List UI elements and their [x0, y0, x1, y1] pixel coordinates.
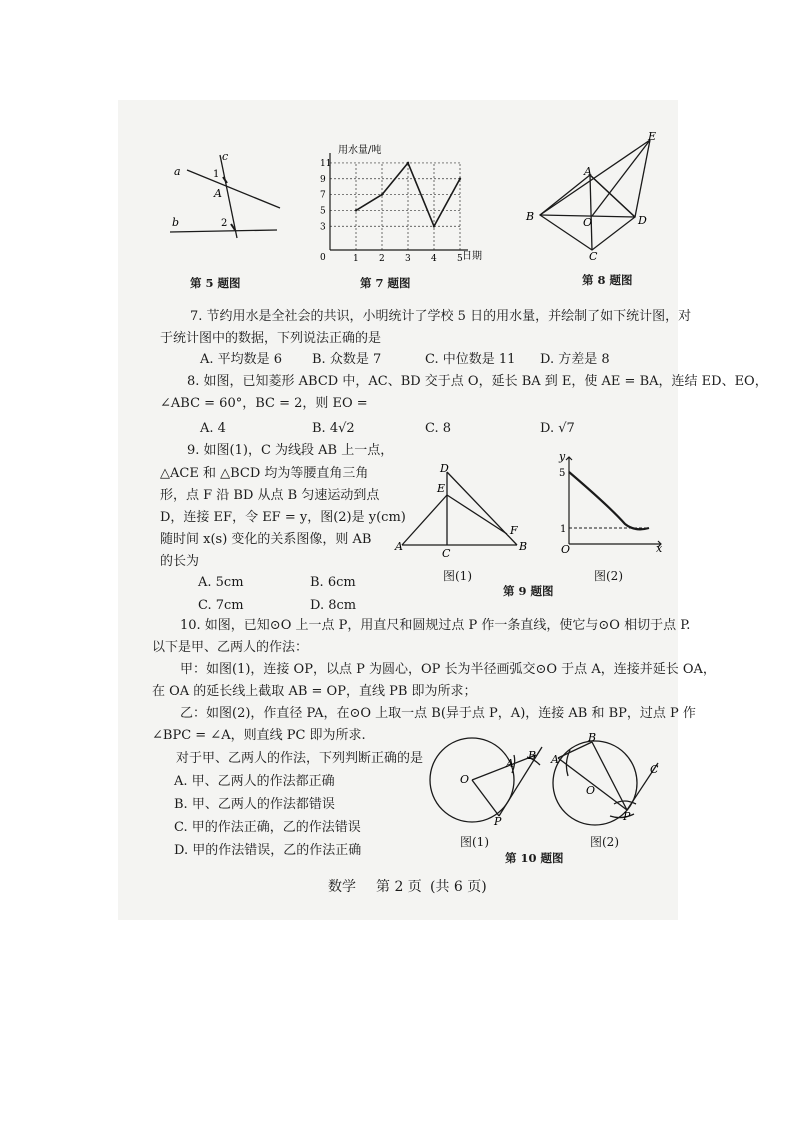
figure-9-2	[555, 452, 665, 557]
fig8-label-B: B	[526, 210, 535, 223]
chart-ytick-label: 9	[320, 174, 326, 185]
fig8-label-C: C	[589, 250, 598, 260]
fig9-2-label-1: 1	[560, 524, 567, 535]
fig5-label-b: b	[172, 216, 180, 229]
q9-line1: 9. 如图(1)，C 为线段 AB 上一点，	[187, 443, 394, 458]
q7-option-d: D. 方差是 8	[540, 352, 610, 367]
q7-line2: 于统计图中的数据，下列说法正确的是	[160, 331, 382, 346]
chart-ylabel: 用水量/吨	[338, 145, 382, 156]
q9-option-a: A. 5cm	[198, 575, 244, 590]
fig5-label-2: 2	[221, 218, 228, 229]
q9-option-b: B. 6cm	[310, 575, 356, 590]
chart-xtick-label: 2	[379, 254, 385, 264]
fig10-sub1: 图(1)	[460, 835, 489, 849]
q9-line5: 随时间 x(s) 变化的关系图像，则 AB	[160, 532, 372, 547]
fig9-2-label-O: O	[561, 543, 571, 556]
chart-xtick-label: 5	[457, 254, 463, 264]
q10-line2: 以下是甲、乙两人的作法：	[152, 640, 309, 655]
q10-line4: 在 OA 的延长线上截取 AB = OP，直线 PB 即为所求；	[152, 684, 477, 699]
figure-10-1	[424, 735, 554, 835]
chart-origin: 0	[320, 253, 326, 263]
q10-line6: ∠BPC = ∠A，则直线 PC 即为所求.	[152, 728, 366, 743]
fig10-sub2: 图(2)	[590, 835, 619, 849]
q9-option-d: D. 8cm	[310, 598, 357, 613]
q9-line4: D，连接 EF，令 EF = y，图(2)是 y(cm)	[160, 510, 406, 525]
q8-option-c: C. 8	[425, 421, 452, 436]
fig9-2-label-y: y	[559, 452, 566, 463]
fig9-label-C: C	[442, 547, 451, 560]
fig10-2-label-C: C	[650, 763, 659, 776]
fig5-label-1: 1	[213, 169, 220, 180]
fig9-label-E: E	[437, 482, 446, 495]
q9-line3: 形，点 F 沿 BD 从点 B 匀速运动到点	[160, 488, 380, 503]
chart-data-point	[459, 178, 461, 180]
q8-option-b: B. 4√2	[312, 421, 355, 436]
chart-xtick-label: 1	[353, 254, 359, 264]
q8-line1: 8. 如图，已知菱形 ABCD 中，AC、BD 交于点 O，延长 BA 到 E，使 AE = BA，连结 ED、EO，	[187, 374, 768, 389]
fig10-label-A: A	[506, 757, 514, 770]
fig9-sub2: 图(2)	[594, 569, 623, 583]
fig9-label-F: F	[510, 524, 518, 537]
q10-option-d: D. 甲的作法错误，乙的作法正确	[174, 843, 362, 858]
fig9-2-label-x: x	[656, 542, 663, 555]
fig9-label-D: D	[440, 462, 449, 475]
fig8-caption: 第 8 题图	[582, 273, 633, 287]
fig10-caption: 第 10 题图	[505, 851, 564, 865]
chart-ytick-label: 3	[320, 222, 326, 233]
fig8-label-D: D	[638, 214, 647, 227]
fig9-label-A: A	[395, 540, 403, 553]
q10-option-c: C. 甲的作法正确，乙的作法错误	[174, 820, 361, 835]
fig5-label-A: A	[214, 187, 222, 200]
fig7-caption: 第 7 题图	[360, 276, 411, 290]
q9-line2: △ACE 和 △BCD 均为等腰直角三角	[160, 466, 369, 481]
chart-data-point	[407, 162, 409, 164]
fig10-label-O: O	[460, 773, 470, 786]
q8-option-a: A. 4	[200, 421, 226, 436]
figure-5	[165, 150, 290, 245]
chart-data-point	[433, 225, 435, 227]
chart-xlabel: 日期	[462, 251, 482, 262]
q10-line1: 10. 如图，已知⊙O 上一点 P，用直尺和圆规过点 P 作一条直线，使它与⊙O 相切于点 P.	[180, 618, 691, 633]
fig9-caption: 第 9 题图	[503, 584, 554, 598]
fig10-2-label-A: A	[551, 753, 559, 766]
figure-9-1	[392, 460, 532, 560]
fig10-label-P: P	[494, 815, 502, 828]
fig10-label-B: B	[528, 749, 537, 762]
q7-option-b: B. 众数是 7	[312, 352, 382, 367]
fig9-label-B: B	[519, 540, 528, 553]
figure-7-chart	[310, 140, 495, 270]
footer-total: (共 6 页)	[430, 879, 487, 895]
q8-option-d: D. √7	[540, 421, 575, 436]
q10-option-b: B. 甲、乙两人的作法都错误	[174, 797, 335, 812]
footer-subject: 数学	[328, 879, 356, 895]
fig5-label-c: c	[222, 150, 229, 163]
q10-line7: 对于甲、乙两人的作法，下列判断正确的是	[176, 751, 424, 766]
fig9-2-label-5: 5	[559, 468, 566, 479]
chart-data-point	[381, 193, 383, 195]
fig10-2-label-P: P	[623, 810, 631, 823]
q8-line2: ∠ABC = 60°，BC = 2，则 EO =	[160, 396, 368, 411]
q7-option-a: A. 平均数是 6	[200, 352, 283, 367]
fig10-2-label-O: O	[586, 784, 596, 797]
fig8-label-E: E	[648, 130, 657, 143]
chart-xtick-label: 3	[405, 254, 411, 264]
footer-page: 第 2 页	[376, 879, 422, 895]
q10-line5: 乙：如图(2)，作直径 PA，在⊙O 上取一点 B(异于点 P，A)，连接 AB 和 BP，过点 P 作	[180, 706, 696, 721]
figure-10-2	[550, 728, 665, 838]
chart-ytick-label: 11	[320, 158, 332, 169]
q10-line3: 甲：如图(1)，连接 OP，以点 P 为圆心，OP 长为半径画弧交⊙O 于点 A，连接并延长 OA，	[180, 662, 716, 677]
fig8-label-A: A	[584, 165, 592, 178]
figure-8	[520, 130, 665, 260]
q9-line6: 的长为	[160, 554, 200, 569]
q9-option-c: C. 7cm	[198, 598, 244, 613]
chart-data-point	[355, 209, 357, 211]
fig9-sub1: 图(1)	[443, 569, 472, 583]
q10-option-a: A. 甲、乙两人的作法都正确	[174, 774, 335, 789]
chart-xtick-label: 4	[431, 254, 437, 264]
fig5-caption: 第 5 题图	[190, 276, 241, 290]
fig8-label-O: O	[583, 216, 593, 229]
chart-ytick-label: 5	[320, 206, 326, 217]
chart-ytick-label: 7	[320, 190, 326, 201]
q7-option-c: C. 中位数是 11	[425, 352, 516, 367]
fig5-label-a: a	[174, 165, 181, 178]
fig10-2-label-B: B	[588, 731, 597, 744]
q7-line1: 7. 节约用水是全社会的共识，小明统计了学校 5 日的用水量，并绘制了如下统计图，对	[190, 309, 692, 324]
